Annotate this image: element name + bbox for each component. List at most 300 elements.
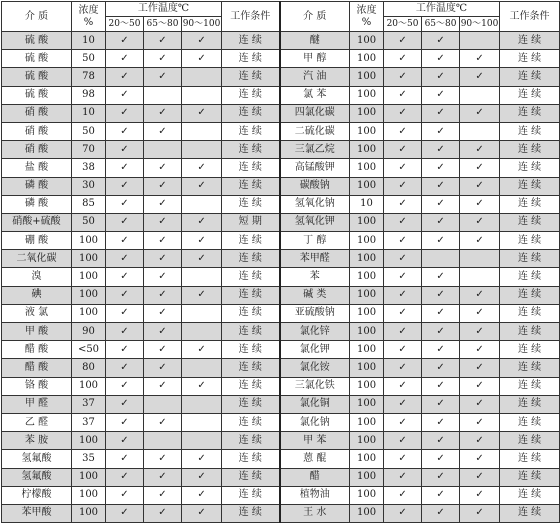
temp-2-cell [422,122,460,140]
temp-2-cell [422,141,460,159]
check-mark-icon: ✓ [120,361,129,373]
check-mark-icon: ✓ [120,252,129,264]
temp-1-cell [106,450,144,468]
check-mark-icon: ✓ [120,125,129,137]
condition-value: 连 续 [222,395,280,413]
check-mark-icon: ✓ [475,452,484,464]
medium-name: 植物油 [280,486,350,504]
check-mark-icon: ✓ [398,416,407,428]
table-row [2,359,560,377]
temp-2-cell [422,104,460,122]
medium-name: 苯 [280,268,350,286]
concentration-value: 100 [350,395,384,413]
medium-name: 硝 酸 [2,104,72,122]
header-medium-label: 介 质 [24,10,49,22]
check-mark-icon: ✓ [398,325,407,337]
check-mark-icon: ✓ [398,434,407,446]
check-mark-icon: ✓ [436,380,445,392]
header-row-1 [2,2,560,17]
check-mark-icon: ✓ [436,489,445,501]
temp-1-cell [384,395,422,413]
header-condition-right [500,2,560,32]
check-mark-icon: ✓ [436,34,445,46]
temp-3-cell [460,268,500,286]
temp-2-cell [422,341,460,359]
temp-2-cell [144,195,182,213]
check-mark-icon: ✓ [398,143,407,155]
check-mark-icon: ✓ [158,507,167,519]
check-mark-icon: ✓ [158,325,167,337]
condition-value: 连 续 [500,304,560,322]
temp-1-cell [106,86,144,104]
medium-name: 苯甲酸 [2,504,72,522]
medium-name: 二氧化碳 [2,250,72,268]
concentration-value: 37 [72,413,106,431]
check-mark-icon: ✓ [158,107,167,119]
temp-2-cell [144,468,182,486]
temp-3-cell [182,213,222,231]
check-mark-icon: ✓ [398,198,407,210]
check-mark-icon: ✓ [197,343,206,355]
check-mark-icon: ✓ [120,52,129,64]
temp-3-cell [460,504,500,522]
temp-2-cell [144,504,182,522]
check-mark-icon: ✓ [475,489,484,501]
temp-2-cell [144,177,182,195]
check-mark-icon: ✓ [158,489,167,501]
temp-3-cell [460,159,500,177]
check-mark-icon: ✓ [158,34,167,46]
concentration-value: 100 [350,232,384,250]
check-mark-icon: ✓ [475,70,484,82]
temp-2-cell [144,286,182,304]
header-temperature [106,2,222,17]
medium-name: 液 氯 [2,304,72,322]
temp-2-cell [422,395,460,413]
check-mark-icon: ✓ [398,307,407,319]
temp-1-cell [384,232,422,250]
condition-value: 连 续 [222,450,280,468]
concentration-value: 100 [350,359,384,377]
header-temperature-right-label: 工作温度℃ [415,3,468,14]
temp-3-cell [460,32,500,50]
medium-name: 甲 苯 [280,432,350,450]
table-row [2,68,560,86]
temp-3-cell [460,232,500,250]
condition-value: 连 续 [222,159,280,177]
medium-name: 氢氟酸 [2,450,72,468]
temp-2-cell [422,50,460,68]
check-mark-icon: ✓ [398,271,407,283]
medium-name: 苯甲醛 [280,250,350,268]
check-mark-icon: ✓ [158,161,167,173]
concentration-value: 38 [72,159,106,177]
temp-1-cell [106,68,144,86]
temp-2-cell [422,323,460,341]
condition-value: 连 续 [222,250,280,268]
temp-3-cell [460,195,500,213]
temp-2-cell [144,213,182,231]
check-mark-icon: ✓ [398,125,407,137]
concentration-value: 90 [72,323,106,341]
temp-2-cell [144,341,182,359]
concentration-value: 100 [350,304,384,322]
table-row [2,32,560,50]
temp-2-cell [144,141,182,159]
medium-name: 硝 酸 [2,141,72,159]
temp-2-cell [422,232,460,250]
check-mark-icon: ✓ [436,216,445,228]
condition-value: 连 续 [500,159,560,177]
header-temp-col-1: 20～50 [106,17,144,32]
concentration-value: <50 [72,341,106,359]
check-mark-icon: ✓ [475,198,484,210]
temp-1-cell [106,323,144,341]
temp-3-cell [182,413,222,431]
condition-value: 连 续 [222,323,280,341]
check-mark-icon: ✓ [120,161,129,173]
concentration-value: 78 [72,68,106,86]
medium-name: 醚 [280,32,350,50]
check-mark-icon: ✓ [436,107,445,119]
check-mark-icon: ✓ [197,234,206,246]
header-concentration-right [350,2,384,32]
temp-1-cell [106,32,144,50]
temp-1-cell [106,159,144,177]
concentration-value: 80 [72,359,106,377]
condition-value: 连 续 [500,468,560,486]
table-row [2,504,560,522]
temp-2-cell [422,213,460,231]
check-mark-icon: ✓ [398,252,407,264]
condition-value: 连 续 [500,395,560,413]
concentration-value: 35 [72,450,106,468]
concentration-value: 50 [72,122,106,140]
temp-3-cell [460,213,500,231]
temp-1-cell [106,104,144,122]
temp-1-cell [106,213,144,231]
check-mark-icon: ✓ [475,180,484,192]
condition-value: 连 续 [500,341,560,359]
check-mark-icon: ✓ [475,416,484,428]
check-mark-icon: ✓ [436,180,445,192]
check-mark-icon: ✓ [158,343,167,355]
temp-3-cell [182,195,222,213]
check-mark-icon: ✓ [475,161,484,173]
check-mark-icon: ✓ [120,380,129,392]
condition-value: 连 续 [500,286,560,304]
concentration-value: 100 [72,232,106,250]
concentration-value: 50 [72,50,106,68]
medium-name: 碳酸钠 [280,177,350,195]
header-medium-right [280,2,350,32]
temp-1-cell [384,32,422,50]
temp-2-cell [144,359,182,377]
condition-value: 连 续 [222,468,280,486]
temp-3-cell [182,504,222,522]
temp-2-cell [422,159,460,177]
check-mark-icon: ✓ [436,434,445,446]
medium-name: 甲 醛 [2,395,72,413]
temp-1-cell [384,359,422,377]
medium-name: 汽 油 [280,68,350,86]
check-mark-icon: ✓ [436,361,445,373]
condition-value: 连 续 [222,341,280,359]
temp-1-cell [106,304,144,322]
condition-value: 连 续 [222,432,280,450]
check-mark-icon: ✓ [475,325,484,337]
medium-name: 二硫化碳 [280,122,350,140]
concentration-value: 100 [350,50,384,68]
table-row [2,104,560,122]
check-mark-icon: ✓ [158,471,167,483]
medium-name: 甲 酸 [2,323,72,341]
temp-3-cell [182,286,222,304]
check-mark-icon: ✓ [475,361,484,373]
medium-name: 磷 酸 [2,177,72,195]
temp-3-cell [460,68,500,86]
temp-3-cell [182,304,222,322]
check-mark-icon: ✓ [398,471,407,483]
check-mark-icon: ✓ [120,216,129,228]
concentration-value: 100 [350,104,384,122]
temp-1-cell [106,359,144,377]
check-mark-icon: ✓ [436,471,445,483]
condition-value: 连 续 [500,177,560,195]
condition-value: 连 续 [500,250,560,268]
check-mark-icon: ✓ [398,216,407,228]
condition-value: 连 续 [500,486,560,504]
temp-3-cell [460,141,500,159]
condition-value: 连 续 [222,286,280,304]
temp-3-cell [182,395,222,413]
condition-value: 连 续 [500,323,560,341]
header-medium [2,2,72,32]
temp-1-cell [384,50,422,68]
temp-3-cell [182,177,222,195]
check-mark-icon: ✓ [475,107,484,119]
header-condition-label: 工作条件 [230,10,271,22]
condition-value: 连 续 [500,413,560,431]
check-mark-icon: ✓ [120,434,129,446]
header-temp-col-2-right: 65～80 [422,17,460,32]
temp-3-cell [460,413,500,431]
temp-1-cell [106,50,144,68]
temp-2-cell [422,413,460,431]
table-row [2,341,560,359]
medium-name: 柠檬酸 [2,486,72,504]
condition-value: 连 续 [500,141,560,159]
temp-1-cell [106,177,144,195]
check-mark-icon: ✓ [398,343,407,355]
concentration-value: 10 [72,32,106,50]
header-temperature-right [384,2,500,17]
medium-name: 硫 酸 [2,86,72,104]
temp-1-cell [106,286,144,304]
temp-3-cell [182,32,222,50]
table-row [2,395,560,413]
medium-name: 氯化铜 [280,395,350,413]
concentration-value: 100 [72,268,106,286]
check-mark-icon: ✓ [436,234,445,246]
check-mark-icon: ✓ [398,489,407,501]
check-mark-icon: ✓ [436,70,445,82]
condition-value: 连 续 [500,359,560,377]
temp-3-cell [182,359,222,377]
check-mark-icon: ✓ [436,161,445,173]
check-mark-icon: ✓ [398,180,407,192]
table-row [2,50,560,68]
header-concentration [72,2,106,32]
temp-2-cell [422,86,460,104]
condition-value: 连 续 [222,232,280,250]
medium-name: 蒽 醌 [280,450,350,468]
check-mark-icon: ✓ [158,271,167,283]
concentration-value: 100 [350,504,384,522]
concentration-value: 85 [72,195,106,213]
condition-value: 连 续 [222,68,280,86]
temp-1-cell [384,323,422,341]
header-concentration-right-unit: % [361,16,372,28]
concentration-value: 100 [350,432,384,450]
condition-value: 连 续 [500,68,560,86]
concentration-value: 100 [350,213,384,231]
temp-1-cell [384,268,422,286]
concentration-value: 100 [350,159,384,177]
medium-name: 氯化铵 [280,359,350,377]
medium-name: 磷 酸 [2,195,72,213]
temp-2-cell [422,32,460,50]
concentration-value: 100 [72,486,106,504]
temp-3-cell [460,359,500,377]
temp-1-cell [106,432,144,450]
check-mark-icon: ✓ [398,34,407,46]
table-row [2,177,560,195]
header-temp-col-3-right: 90～100 [460,17,500,32]
temp-1-cell [384,250,422,268]
condition-value: 连 续 [222,268,280,286]
temp-1-cell [384,122,422,140]
table-row [2,195,560,213]
temp-3-cell [460,450,500,468]
condition-value: 连 续 [222,486,280,504]
temp-2-cell [144,432,182,450]
temp-2-cell [144,268,182,286]
temp-1-cell [106,468,144,486]
concentration-value: 100 [72,432,106,450]
check-mark-icon: ✓ [158,125,167,137]
temp-3-cell [460,323,500,341]
condition-value: 连 续 [500,504,560,522]
temp-3-cell [182,50,222,68]
check-mark-icon: ✓ [158,198,167,210]
check-mark-icon: ✓ [158,216,167,228]
medium-name: 氯化钠 [280,413,350,431]
condition-value: 连 续 [500,32,560,50]
condition-value: 连 续 [222,50,280,68]
check-mark-icon: ✓ [436,325,445,337]
check-mark-icon: ✓ [475,398,484,410]
temp-3-cell [182,341,222,359]
concentration-value: 37 [72,395,106,413]
temp-3-cell [182,377,222,395]
check-mark-icon: ✓ [398,398,407,410]
check-mark-icon: ✓ [197,161,206,173]
temp-1-cell [384,86,422,104]
temp-2-cell [144,50,182,68]
concentration-value: 100 [72,304,106,322]
medium-name: 醋 [280,468,350,486]
check-mark-icon: ✓ [197,289,206,301]
temp-1-cell [384,413,422,431]
medium-name: 氢氧化钠 [280,195,350,213]
medium-name: 铬 酸 [2,377,72,395]
check-mark-icon: ✓ [475,507,484,519]
check-mark-icon: ✓ [197,52,206,64]
temp-1-cell [384,341,422,359]
temp-1-cell [106,377,144,395]
check-mark-icon: ✓ [197,489,206,501]
temp-1-cell [106,413,144,431]
temp-2-cell [422,250,460,268]
check-mark-icon: ✓ [158,234,167,246]
concentration-value: 100 [350,341,384,359]
table-row [2,377,560,395]
medium-name: 盐 酸 [2,159,72,177]
check-mark-icon: ✓ [120,289,129,301]
medium-name: 硫 酸 [2,32,72,50]
concentration-value: 100 [72,468,106,486]
concentration-value: 100 [72,250,106,268]
medium-name: 溴 [2,268,72,286]
concentration-value: 50 [72,213,106,231]
check-mark-icon: ✓ [120,452,129,464]
temp-1-cell [106,341,144,359]
medium-name: 三氯乙烷 [280,141,350,159]
check-mark-icon: ✓ [120,180,129,192]
concentration-value: 100 [350,450,384,468]
check-mark-icon: ✓ [436,143,445,155]
temp-1-cell [106,195,144,213]
temp-1-cell [106,232,144,250]
condition-value: 连 续 [222,86,280,104]
concentration-value: 100 [72,377,106,395]
medium-name: 醋 酸 [2,359,72,377]
check-mark-icon: ✓ [120,107,129,119]
check-mark-icon: ✓ [475,234,484,246]
check-mark-icon: ✓ [197,452,206,464]
temp-1-cell [384,304,422,322]
concentration-value: 100 [350,377,384,395]
medium-name: 甲 醇 [280,50,350,68]
temp-3-cell [460,250,500,268]
condition-value: 连 续 [222,32,280,50]
condition-value: 连 续 [500,450,560,468]
condition-value: 连 续 [222,413,280,431]
check-mark-icon: ✓ [475,289,484,301]
temp-2-cell [144,68,182,86]
check-mark-icon: ✓ [398,452,407,464]
table-row [2,159,560,177]
temp-3-cell [460,177,500,195]
temp-2-cell [144,159,182,177]
check-mark-icon: ✓ [436,125,445,137]
table-row [2,213,560,231]
temp-3-cell [182,450,222,468]
condition-value: 连 续 [222,504,280,522]
table-row [2,323,560,341]
medium-name: 丁 醇 [280,232,350,250]
